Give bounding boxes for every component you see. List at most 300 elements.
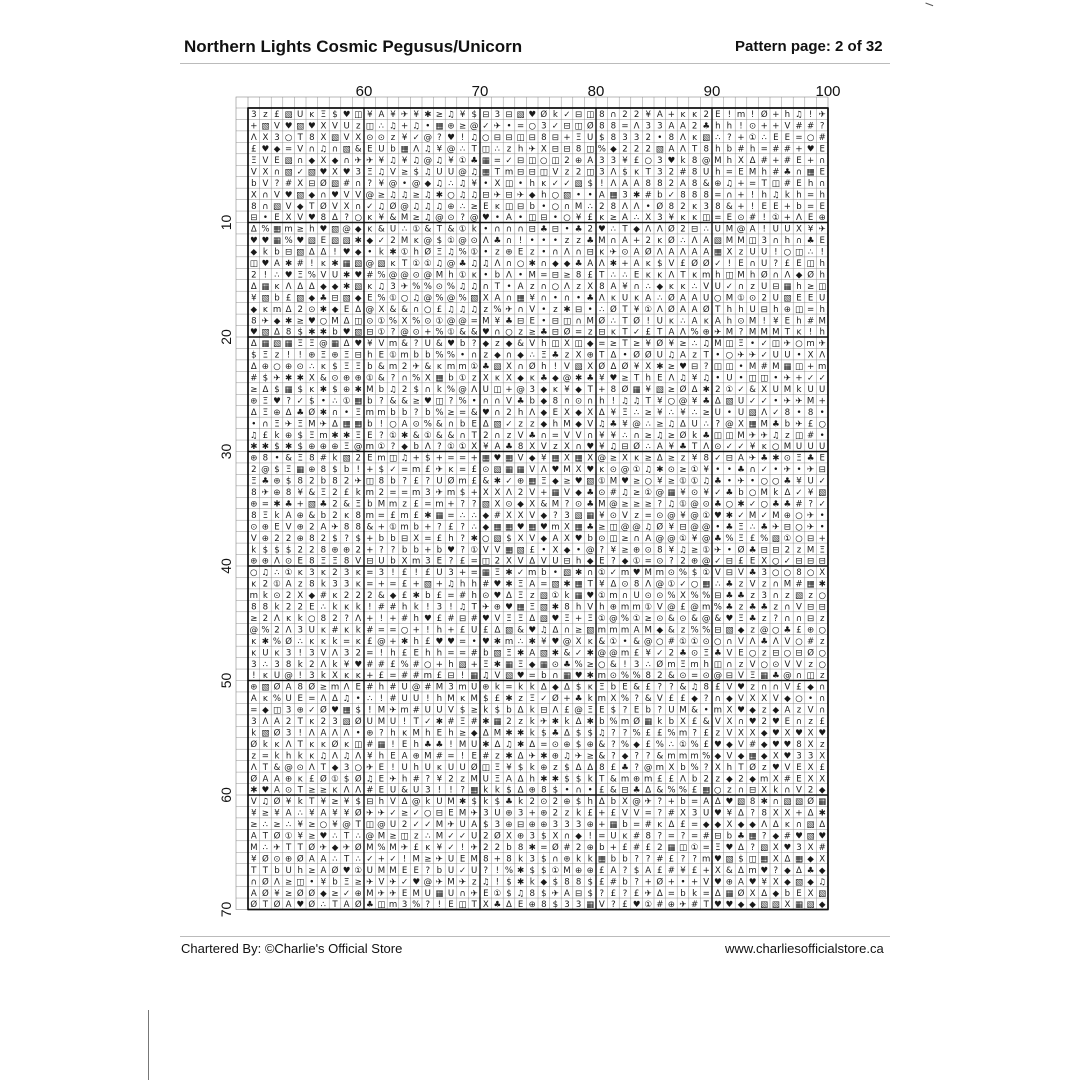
stitch-symbol: ◆ [331, 304, 339, 315]
stitch-symbol: M [737, 270, 745, 281]
stitch-symbol: m [388, 362, 398, 373]
stitch-symbol: m [597, 671, 606, 682]
stitch-symbol: ⊙ [656, 556, 664, 567]
stitch-symbol: ! [762, 224, 766, 235]
stitch-symbol: Δ [482, 419, 489, 430]
stitch-symbol: A [680, 350, 686, 361]
stitch-symbol: ▧ [586, 625, 595, 636]
stitch-symbol: ≥ [458, 728, 467, 739]
stitch-symbol: ♥ [447, 545, 455, 556]
stitch-symbol: ✈ [284, 419, 293, 430]
stitch-symbol: ◆ [517, 499, 524, 510]
stitch-symbol: ! [414, 568, 418, 579]
stitch-symbol: $ [575, 774, 582, 785]
stitch-symbol: ! [460, 842, 465, 853]
stitch-symbol: @ [643, 762, 653, 773]
stitch-symbol: ⊕ [574, 865, 583, 876]
stitch-symbol: + [447, 499, 455, 510]
stitch-symbol: ⊙ [308, 304, 316, 315]
stitch-symbol: ✱ [319, 407, 328, 418]
website-link[interactable]: www.charliesofficialstore.ca [725, 941, 884, 956]
stitch-symbol: T [471, 144, 477, 155]
stitch-symbol: V [529, 488, 536, 498]
stitch-symbol: M [377, 705, 386, 716]
stitch-symbol: V [494, 671, 501, 682]
stitch-symbol: b [599, 717, 605, 727]
stitch-symbol: U [749, 304, 756, 315]
stitch-symbol: 3 [483, 808, 489, 819]
stitch-symbol: ✓ [737, 442, 745, 453]
stitch-symbol: ▧ [806, 900, 815, 911]
stitch-symbol: % [667, 785, 676, 796]
stitch-symbol: ∩ [761, 682, 768, 693]
stitch-symbol: % [702, 591, 711, 602]
stitch-symbol: ○ [400, 625, 409, 636]
stitch-symbol: ▧ [748, 407, 757, 418]
stitch-symbol: T [332, 900, 338, 911]
stitch-symbol: ¥ [343, 797, 350, 808]
stitch-symbol: b [367, 419, 373, 430]
stitch-symbol: ✓ [389, 465, 397, 476]
stitch-symbol: ♥ [342, 865, 351, 876]
stitch-symbol: m [400, 510, 409, 521]
stitch-symbol: 2 [633, 144, 640, 155]
stitch-symbol: ♣ [679, 442, 687, 453]
stitch-symbol: ≥ [308, 785, 316, 796]
stitch-symbol: z [518, 419, 523, 430]
stitch-symbol: $ [691, 568, 698, 579]
stitch-symbol: 2 [657, 842, 663, 853]
stitch-symbol: + [424, 327, 432, 338]
stitch-symbol: 3 [529, 831, 535, 842]
stitch-symbol: ? [773, 613, 779, 624]
stitch-symbol: ! [460, 133, 465, 144]
stitch-symbol: ▦ [562, 671, 572, 682]
stitch-symbol: V [784, 121, 791, 132]
stitch-symbol: h [459, 579, 466, 590]
stitch-symbol: ✓ [714, 556, 722, 567]
stitch-symbol: ∩ [737, 717, 745, 727]
stitch-symbol: ◆ [586, 339, 594, 350]
stitch-symbol: ≥ [644, 430, 652, 441]
stitch-symbol: b [529, 396, 535, 407]
stitch-symbol: z [413, 831, 419, 842]
stitch-symbol: £ [285, 293, 292, 304]
stitch-symbol: Λ [668, 270, 675, 281]
stitch-symbol: ⊟ [458, 613, 467, 624]
stitch-symbol: 2 [320, 717, 327, 727]
stitch-symbol: ⊙ [609, 510, 618, 521]
stitch-symbol: ♥ [261, 144, 270, 155]
stitch-symbol: ✓ [366, 201, 374, 212]
stitch-symbol: ◫ [678, 842, 688, 853]
stitch-symbol: 3 [274, 133, 280, 144]
stitch-symbol: b [657, 190, 663, 201]
stitch-symbol: Ξ [274, 419, 280, 430]
stitch-symbol: 3 [529, 854, 535, 865]
stitch-symbol: ◆ [540, 419, 548, 430]
stitch-symbol: $ [297, 442, 303, 453]
stitch-symbol: U [413, 694, 420, 705]
stitch-symbol: ♥ [307, 213, 316, 224]
stitch-symbol: ♫ [447, 247, 455, 258]
stitch-symbol: Δ [250, 281, 257, 292]
stitch-symbol: ∩ [343, 155, 350, 166]
stitch-symbol: ◫ [504, 201, 514, 212]
stitch-symbol: ? [460, 522, 465, 533]
stitch-symbol: ✱ [725, 510, 734, 521]
stitch-symbol: ĸ [297, 568, 303, 579]
stitch-symbol: ⊕ [667, 900, 676, 911]
stitch-symbol: h [436, 648, 443, 659]
stitch-symbol: b [413, 442, 419, 453]
stitch-symbol: @ [701, 533, 711, 544]
stitch-symbol: ⊟ [795, 648, 803, 659]
stitch-symbol: ⊕ [261, 522, 270, 533]
stitch-symbol: ◆ [656, 625, 664, 636]
stitch-symbol: ⊙ [656, 591, 664, 602]
stitch-symbol: b [610, 797, 617, 808]
stitch-symbol: U [610, 831, 617, 842]
stitch-symbol: Ξ [297, 270, 303, 281]
stitch-symbol: Λ [598, 259, 605, 269]
stitch-symbol: + [424, 545, 432, 556]
stitch-symbol: h [413, 739, 419, 750]
stitch-symbol: X [587, 407, 594, 418]
stitch-symbol: ◫ [435, 396, 444, 407]
stitch-symbol: ♫ [679, 373, 687, 384]
stitch-symbol: ◆ [540, 384, 548, 395]
stitch-symbol: E [796, 888, 802, 899]
stitch-symbol: ♥ [551, 613, 560, 624]
stitch-symbol: ? [471, 339, 477, 350]
stitch-symbol: X [622, 453, 628, 464]
stitch-symbol: E [448, 900, 454, 911]
stitch-symbol: 2 [552, 797, 559, 808]
stitch-symbol: £ [587, 213, 593, 224]
stitch-symbol: h [819, 259, 825, 269]
stitch-symbol: M [772, 362, 780, 373]
stitch-symbol: Ξ [494, 568, 501, 579]
stitch-symbol: U [772, 293, 779, 304]
stitch-symbol: h [471, 591, 477, 602]
stitch-symbol: = [308, 694, 316, 705]
stitch-symbol: ? [761, 831, 767, 842]
stitch-symbol: ▧ [377, 259, 386, 269]
stitch-symbol: A [274, 774, 280, 785]
stitch-symbol: ĸ [402, 728, 408, 739]
stitch-symbol: $ [610, 705, 617, 716]
stitch-symbol: ♥ [771, 762, 780, 773]
stitch-symbol: ✓ [818, 476, 826, 487]
stitch-symbol: T [784, 327, 791, 338]
stitch-symbol: ◆ [273, 316, 281, 327]
stitch-symbol: + [389, 636, 397, 647]
stitch-symbol: ▧ [330, 133, 340, 144]
stitch-symbol: $ [517, 762, 524, 773]
stitch-symbol: ? [657, 831, 663, 842]
stitch-symbol: = [516, 121, 525, 132]
stitch-symbol: ĸ [320, 636, 326, 647]
stitch-symbol: Λ [819, 350, 826, 361]
stitch-symbol: & [517, 339, 524, 350]
stitch-symbol: @ [423, 293, 433, 304]
stitch-symbol: ∩ [772, 270, 779, 281]
stitch-symbol: ✓ [760, 339, 768, 350]
stitch-symbol: ⊙ [783, 453, 792, 464]
stitch-symbol: ? [611, 556, 616, 567]
stitch-symbol: ○ [563, 213, 571, 224]
stitch-symbol: ? [425, 476, 431, 487]
stitch-symbol: ¥ [622, 419, 628, 430]
stitch-symbol: # [296, 259, 304, 269]
stitch-symbol: U [389, 820, 397, 831]
stitch-symbol: ① [644, 304, 653, 315]
stitch-symbol: b [390, 407, 396, 418]
stitch-symbol: ♫ [412, 121, 421, 132]
stitch-symbol: ▦ [794, 900, 804, 911]
stitch-symbol: ĸ [262, 671, 268, 682]
stitch-symbol: ∩ [587, 568, 594, 579]
stitch-symbol: ✱ [702, 384, 710, 395]
stitch-symbol: 2 [703, 774, 709, 785]
stitch-symbol: h [448, 533, 454, 544]
stitch-symbol: ♫ [597, 419, 606, 430]
stitch-symbol: $ [343, 774, 350, 785]
stitch-symbol: ◆ [552, 476, 559, 487]
stitch-symbol: ✓ [737, 384, 745, 395]
stitch-symbol: Ξ [459, 717, 466, 727]
stitch-symbol: ✱ [516, 865, 525, 876]
stitch-symbol: k [494, 785, 500, 796]
stitch-symbol: ⊙ [250, 522, 258, 533]
stitch-symbol: ⊕ [412, 751, 420, 762]
stitch-symbol: ♣ [261, 476, 270, 487]
stitch-symbol: ◆ [540, 533, 548, 544]
stitch-symbol: ▧ [423, 579, 432, 590]
stitch-symbol: ▧ [760, 900, 769, 911]
stitch-symbol: T [297, 739, 303, 750]
stitch-symbol: $ [378, 465, 385, 476]
stitch-symbol: A [633, 247, 640, 258]
stitch-symbol: V [564, 362, 570, 373]
stitch-symbol: b [541, 568, 547, 579]
stitch-symbol: ĸ [367, 224, 373, 235]
stitch-symbol: 2 [355, 648, 361, 659]
stitch-symbol: ⊕ [586, 739, 594, 750]
stitch-symbol: m [690, 659, 699, 670]
stitch-symbol: M [447, 694, 455, 705]
stitch-symbol: ¥ [726, 808, 733, 819]
stitch-symbol: k [436, 384, 442, 395]
stitch-symbol: ! [449, 785, 453, 796]
stitch-symbol: ⊕ [296, 522, 304, 533]
stitch-symbol: T [251, 865, 257, 876]
stitch-symbol: = [806, 201, 815, 212]
stitch-symbol: z [495, 339, 500, 350]
stitch-symbol: h [285, 751, 292, 762]
stitch-symbol: ◆ [807, 854, 814, 865]
stitch-symbol: ♥ [516, 522, 525, 533]
stitch-symbol: ◫ [713, 362, 722, 373]
stitch-symbol: ∩ [505, 350, 513, 361]
stitch-symbol: ◫ [551, 339, 560, 350]
stitch-symbol: ∩ [517, 224, 524, 235]
stitch-symbol: 8 [355, 510, 361, 521]
stitch-symbol: ∩ [297, 155, 304, 166]
stitch-symbol: h [726, 155, 733, 166]
stitch-symbol: ⊕ [250, 453, 258, 464]
stitch-symbol: Ø [540, 110, 548, 121]
stitch-symbol: ♣ [539, 224, 548, 235]
stitch-symbol: 2 [680, 224, 686, 235]
stitch-symbol: ⊕ [250, 682, 258, 693]
stitch-symbol: ✱ [632, 190, 641, 201]
stitch-symbol: V [587, 419, 594, 430]
stitch-symbol: 8 [309, 453, 315, 464]
stitch-symbol: m [330, 682, 340, 693]
stitch-symbol: ✈ [795, 419, 803, 430]
stitch-symbol: ∩ [505, 224, 513, 235]
stitch-symbol: ⊙ [412, 327, 420, 338]
stitch-symbol: ◆ [354, 293, 362, 304]
stitch-symbol: h [541, 190, 547, 201]
stitch-symbol: ▦ [818, 797, 827, 808]
stitch-symbol: Ξ [343, 442, 350, 453]
stitch-symbol: X [726, 705, 733, 716]
stitch-symbol: U [656, 350, 663, 361]
stitch-symbol: ⊕ [331, 545, 339, 556]
stitch-symbol: ♣ [493, 236, 502, 247]
stitch-symbol: M [806, 545, 815, 556]
stitch-symbol: 2 [494, 842, 501, 853]
stitch-symbol: ¥ [401, 155, 408, 166]
stitch-symbol: ĸ [634, 167, 640, 178]
stitch-symbol: A [622, 178, 628, 189]
stitch-symbol: ◫ [748, 854, 757, 865]
stitch-symbol: @ [388, 270, 398, 281]
stitch-symbol: ∴ [599, 304, 605, 315]
stitch-symbol: & [308, 510, 316, 521]
stitch-symbol: Ø [807, 797, 814, 808]
stitch-symbol: M [389, 865, 397, 876]
stitch-symbol: ▦ [272, 224, 282, 235]
stitch-symbol: & [320, 373, 327, 384]
stitch-symbol: A [784, 705, 791, 716]
stitch-symbol: ✈ [435, 465, 444, 476]
stitch-symbol: • [645, 201, 651, 212]
stitch-symbol: E [738, 648, 744, 659]
stitch-symbol: 2 [703, 110, 709, 121]
stitch-symbol: V [784, 659, 791, 670]
stitch-symbol: U [436, 568, 443, 579]
stitch-symbol: + [377, 579, 386, 590]
stitch-symbol: ▧ [296, 293, 305, 304]
stitch-symbol: ▦ [516, 602, 525, 613]
stitch-symbol: ⊙ [331, 373, 339, 384]
stitch-symbol: £ [494, 694, 501, 705]
stitch-symbol: Δ [343, 316, 350, 327]
stitch-symbol: ∩ [273, 167, 281, 178]
stitch-symbol: ĸ [309, 717, 315, 727]
stitch-symbol: Δ [738, 842, 744, 853]
stitch-symbol: ✈ [377, 888, 386, 899]
stitch-symbol: ≥ [377, 190, 386, 201]
stitch-symbol: X [738, 419, 744, 430]
stitch-symbol: ♥ [331, 190, 339, 201]
stitch-symbol: ⊟ [505, 133, 513, 144]
stitch-symbol: £ [459, 556, 466, 567]
stitch-symbol: 8 [645, 831, 651, 842]
stitch-symbol: • [564, 785, 570, 796]
stitch-symbol: 3 [610, 155, 617, 166]
stitch-symbol: T [761, 178, 767, 189]
stitch-symbol: Ø [250, 739, 258, 750]
stitch-symbol: ⊟ [621, 442, 629, 453]
stitch-symbol: m [435, 499, 444, 510]
stitch-symbol: ✈ [528, 144, 536, 155]
stitch-symbol: ▧ [574, 362, 583, 373]
stitch-symbol: ⊙ [679, 671, 687, 682]
stitch-symbol: 2 [483, 831, 489, 842]
stitch-symbol: h [587, 797, 593, 808]
stitch-symbol: ĸ [599, 247, 605, 258]
stitch-symbol: ♥ [296, 236, 305, 247]
stitch-symbol: z [808, 659, 813, 670]
stitch-symbol: ĸ [680, 213, 686, 224]
stitch-symbol: m [458, 362, 467, 373]
stitch-symbol: Λ [610, 178, 617, 189]
stitch-symbol: ◆ [633, 739, 640, 750]
stitch-symbol: ◆ [795, 270, 803, 281]
stitch-symbol: ▦ [470, 671, 479, 682]
stitch-symbol: 3 [761, 591, 767, 602]
stitch-symbol: ✓ [609, 568, 618, 579]
stitch-symbol: X [332, 167, 338, 178]
stitch-symbol: ! [310, 259, 314, 269]
stitch-symbol: Ξ [564, 613, 570, 624]
stitch-symbol: = [644, 808, 652, 819]
stitch-symbol: ♥ [574, 476, 583, 487]
stitch-symbol: 2 [401, 820, 408, 831]
stitch-symbol: ? [773, 865, 779, 876]
stitch-symbol: Ø [273, 831, 281, 842]
stitch-symbol: 3 [796, 842, 802, 853]
stitch-symbol: ▧ [261, 121, 270, 132]
stitch-symbol: ✈ [528, 751, 536, 762]
stitch-symbol: ♣ [586, 293, 595, 304]
stitch-symbol: X [564, 442, 570, 453]
stitch-symbol: 8 [657, 545, 663, 556]
stitch-symbol: ¥ [471, 178, 477, 189]
stitch-symbol: Ξ [506, 613, 512, 624]
stitch-symbol: ⊕ [516, 831, 525, 842]
stitch-symbol: • [773, 465, 779, 476]
stitch-symbol: ? [669, 556, 674, 567]
stitch-symbol: X [761, 384, 768, 395]
stitch-symbol: + [783, 213, 792, 224]
stitch-symbol: V [575, 430, 582, 441]
stitch-symbol: ∴ [715, 133, 721, 144]
stitch-symbol: ⊕ [702, 327, 710, 338]
stitch-symbol: ♥ [748, 877, 757, 888]
stitch-symbol: & [389, 396, 397, 407]
stitch-symbol: + [795, 144, 803, 155]
stitch-symbol: ⊕ [493, 602, 502, 613]
stitch-symbol: ◫ [354, 110, 363, 121]
stitch-symbol: ♥ [783, 842, 792, 853]
stitch-symbol: b [274, 865, 280, 876]
